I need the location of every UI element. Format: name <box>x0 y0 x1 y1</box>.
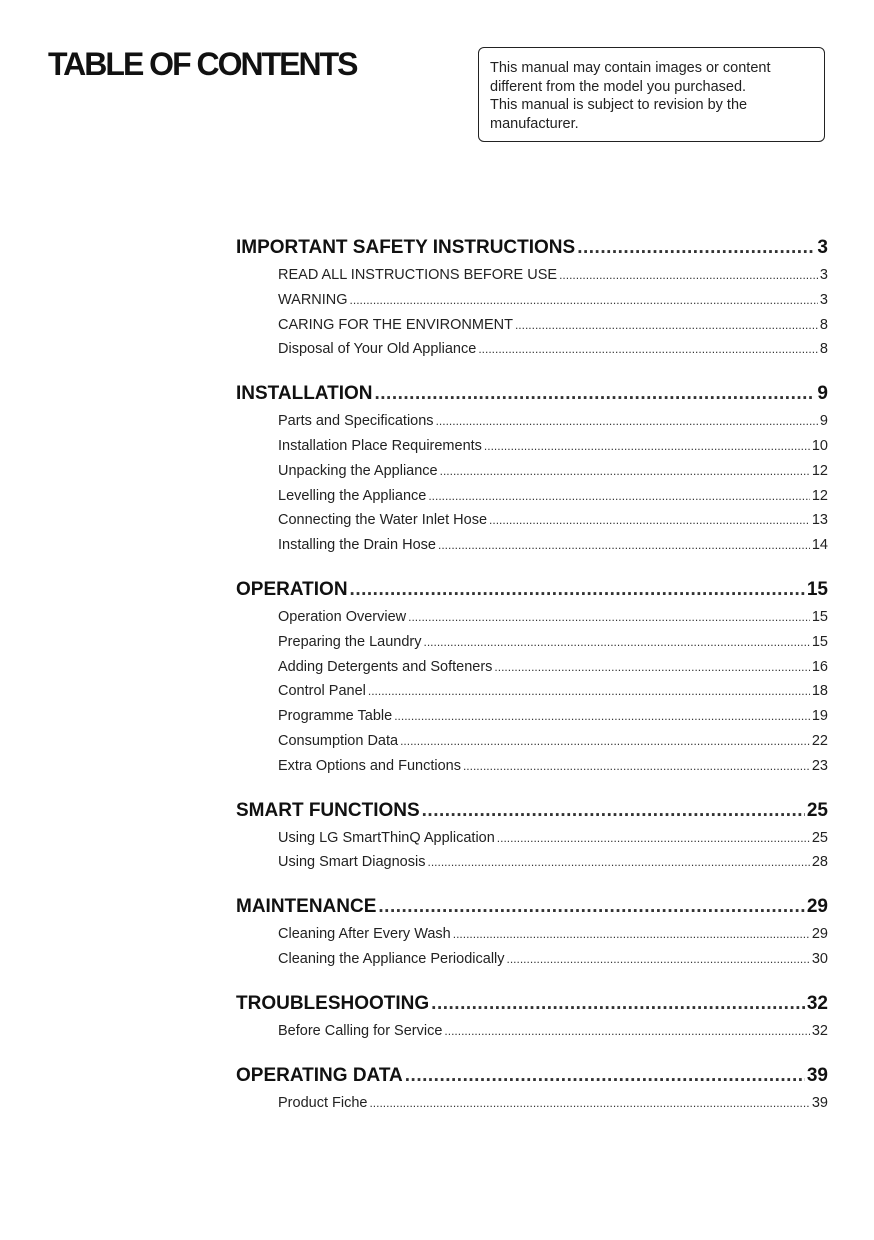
dot-leader <box>463 754 810 779</box>
dot-leader <box>350 288 818 313</box>
entry-label: Operation Overview <box>278 608 407 625</box>
toc-section-installation <box>236 379 828 558</box>
page-title: TABLE OF CONTENTS <box>48 46 357 82</box>
entry-label: Installing the Drain Hose <box>278 537 436 554</box>
section-title: TROUBLESHOOTING <box>236 992 430 1014</box>
entry-label: Adding Detergents and Softeners <box>278 658 493 675</box>
dot-leader <box>577 233 815 263</box>
toc-entry[interactable] <box>236 434 828 459</box>
toc-entry[interactable] <box>236 850 828 875</box>
entry-page-number: 10 <box>811 437 828 454</box>
dot-leader <box>427 850 809 875</box>
entry-label: Extra Options and Functions <box>278 757 461 774</box>
dot-leader <box>489 508 810 533</box>
toc-section-safety <box>236 233 828 362</box>
toc-entry[interactable] <box>236 630 828 655</box>
entry-page-number: 3 <box>819 267 828 283</box>
toc-section-heading[interactable] <box>236 796 828 826</box>
dot-leader <box>431 989 805 1019</box>
toc-section-heading[interactable] <box>236 575 828 605</box>
toc-section-heading[interactable] <box>236 1061 828 1091</box>
dot-leader <box>394 704 810 729</box>
dot-leader <box>444 1019 809 1044</box>
toc-entry[interactable] <box>236 508 828 533</box>
toc-entry[interactable] <box>236 947 828 972</box>
entry-page-number: 13 <box>811 512 828 529</box>
notice-line: different from the model you purchased. <box>490 78 747 95</box>
dot-leader <box>453 922 810 947</box>
toc-entry[interactable] <box>236 729 828 754</box>
entry-label: Consumption Data <box>278 732 399 749</box>
entry-page-number: 15 <box>811 633 828 650</box>
section-page-number: 15 <box>806 578 828 600</box>
entry-label: Using LG SmartThinQ Application <box>278 829 495 846</box>
toc-entry[interactable] <box>236 263 828 288</box>
toc-entry[interactable] <box>236 679 828 704</box>
dot-leader <box>368 679 810 704</box>
entry-page-number: 25 <box>811 829 828 846</box>
entry-page-number: 9 <box>819 413 828 430</box>
toc-section-heading[interactable] <box>236 892 828 922</box>
entry-page-number: 14 <box>811 537 828 554</box>
toc-entry[interactable] <box>236 337 828 362</box>
notice-line: This manual may contain images or content <box>490 60 771 76</box>
toc-section-troubleshooting <box>236 989 828 1044</box>
dot-leader <box>559 263 818 288</box>
dot-leader <box>405 1061 805 1091</box>
notice-line: manufacturer. <box>490 116 579 133</box>
dot-leader <box>507 947 810 972</box>
dot-leader <box>408 605 810 630</box>
entry-label: CARING FOR THE ENVIRONMENT <box>278 316 513 333</box>
entry-label: Using Smart Diagnosis <box>278 854 426 871</box>
table-of-contents <box>236 233 828 1132</box>
section-title: IMPORTANT SAFETY INSTRUCTIONS <box>236 237 576 258</box>
toc-section-operating-data <box>236 1061 828 1116</box>
toc-entry[interactable] <box>236 655 828 680</box>
dot-leader <box>375 379 816 409</box>
section-page-number: 29 <box>806 896 828 918</box>
notice-line: This manual is subject to revision by the <box>490 97 748 114</box>
entry-label: Disposal of Your Old Appliance <box>278 341 477 358</box>
toc-entry[interactable] <box>236 605 828 630</box>
entry-label: Preparing the Laundry <box>278 633 422 650</box>
entry-page-number: 19 <box>811 708 828 725</box>
entry-page-number: 28 <box>811 854 828 871</box>
toc-section-maintenance <box>236 892 828 972</box>
section-page-number: 3 <box>817 237 828 258</box>
toc-section-smart-functions <box>236 796 828 876</box>
toc-entry[interactable] <box>236 754 828 779</box>
dot-leader <box>484 434 810 459</box>
entry-page-number: 15 <box>811 608 828 625</box>
section-title: INSTALLATION <box>236 383 373 405</box>
toc-entry[interactable] <box>236 1091 828 1116</box>
dot-leader <box>494 655 809 680</box>
dot-leader <box>497 826 810 851</box>
dot-leader <box>369 1091 809 1116</box>
toc-entry[interactable] <box>236 826 828 851</box>
entry-label: WARNING <box>278 291 348 308</box>
toc-section-heading[interactable] <box>236 379 828 409</box>
entry-label: Programme Table <box>278 708 393 725</box>
entry-label: Levelling the Appliance <box>278 487 427 504</box>
dot-leader <box>428 484 810 509</box>
toc-entry[interactable] <box>236 704 828 729</box>
entry-page-number: 3 <box>819 291 828 308</box>
toc-entry[interactable] <box>236 484 828 509</box>
entry-label: Cleaning the Appliance Periodically <box>278 950 505 967</box>
entry-page-number: 23 <box>811 757 828 774</box>
entry-page-number: 12 <box>811 462 828 479</box>
dot-leader <box>436 409 818 434</box>
dot-leader <box>515 313 818 338</box>
dot-leader <box>478 337 818 362</box>
entry-page-number: 18 <box>811 683 828 700</box>
entry-page-number: 39 <box>811 1094 828 1111</box>
section-page-number: 39 <box>806 1064 828 1086</box>
entry-page-number: 12 <box>811 487 828 504</box>
entry-label: Parts and Specifications <box>278 413 434 430</box>
section-page-number: 32 <box>806 992 828 1014</box>
entry-page-number: 30 <box>811 950 828 967</box>
section-title: SMART FUNCTIONS <box>236 799 420 821</box>
entry-page-number: 22 <box>811 732 828 749</box>
entry-label: Connecting the Water Inlet Hose <box>278 512 488 529</box>
entry-label: Before Calling for Service <box>278 1022 443 1039</box>
entry-label: Cleaning After Every Wash <box>278 926 451 943</box>
dot-leader <box>378 892 804 922</box>
toc-section-heading[interactable] <box>236 233 828 263</box>
toc-entry[interactable] <box>236 922 828 947</box>
dot-leader <box>438 533 810 558</box>
entry-label: Installation Place Requirements <box>278 437 482 454</box>
revision-notice-box <box>478 47 825 142</box>
entry-page-number: 29 <box>811 926 828 943</box>
section-title: MAINTENANCE <box>236 896 377 918</box>
entry-page-number: 16 <box>811 658 828 675</box>
toc-entry[interactable] <box>236 533 828 558</box>
dot-leader <box>422 796 805 826</box>
entry-label: Product Fiche <box>278 1094 368 1111</box>
entry-label: Control Panel <box>278 683 366 700</box>
dot-leader <box>440 459 810 484</box>
toc-section-heading[interactable] <box>236 989 828 1019</box>
dot-leader <box>424 630 810 655</box>
section-title: OPERATION <box>236 578 348 600</box>
toc-entry[interactable] <box>236 288 828 313</box>
entry-page-number: 8 <box>819 341 828 358</box>
section-page-number: 25 <box>806 799 828 821</box>
toc-entry[interactable] <box>236 409 828 434</box>
toc-entry[interactable] <box>236 1019 828 1044</box>
entry-page-number: 32 <box>811 1022 828 1039</box>
toc-entry[interactable] <box>236 313 828 338</box>
section-page-number: 9 <box>817 383 828 405</box>
dot-leader <box>400 729 810 754</box>
toc-section-operation <box>236 575 828 779</box>
entry-label: Unpacking the Appliance <box>278 462 438 479</box>
dot-leader <box>350 575 805 605</box>
section-title: OPERATING DATA <box>236 1064 403 1086</box>
toc-entry[interactable] <box>236 459 828 484</box>
entry-label: READ ALL INSTRUCTIONS BEFORE USE <box>278 267 558 283</box>
entry-page-number: 8 <box>819 316 828 333</box>
